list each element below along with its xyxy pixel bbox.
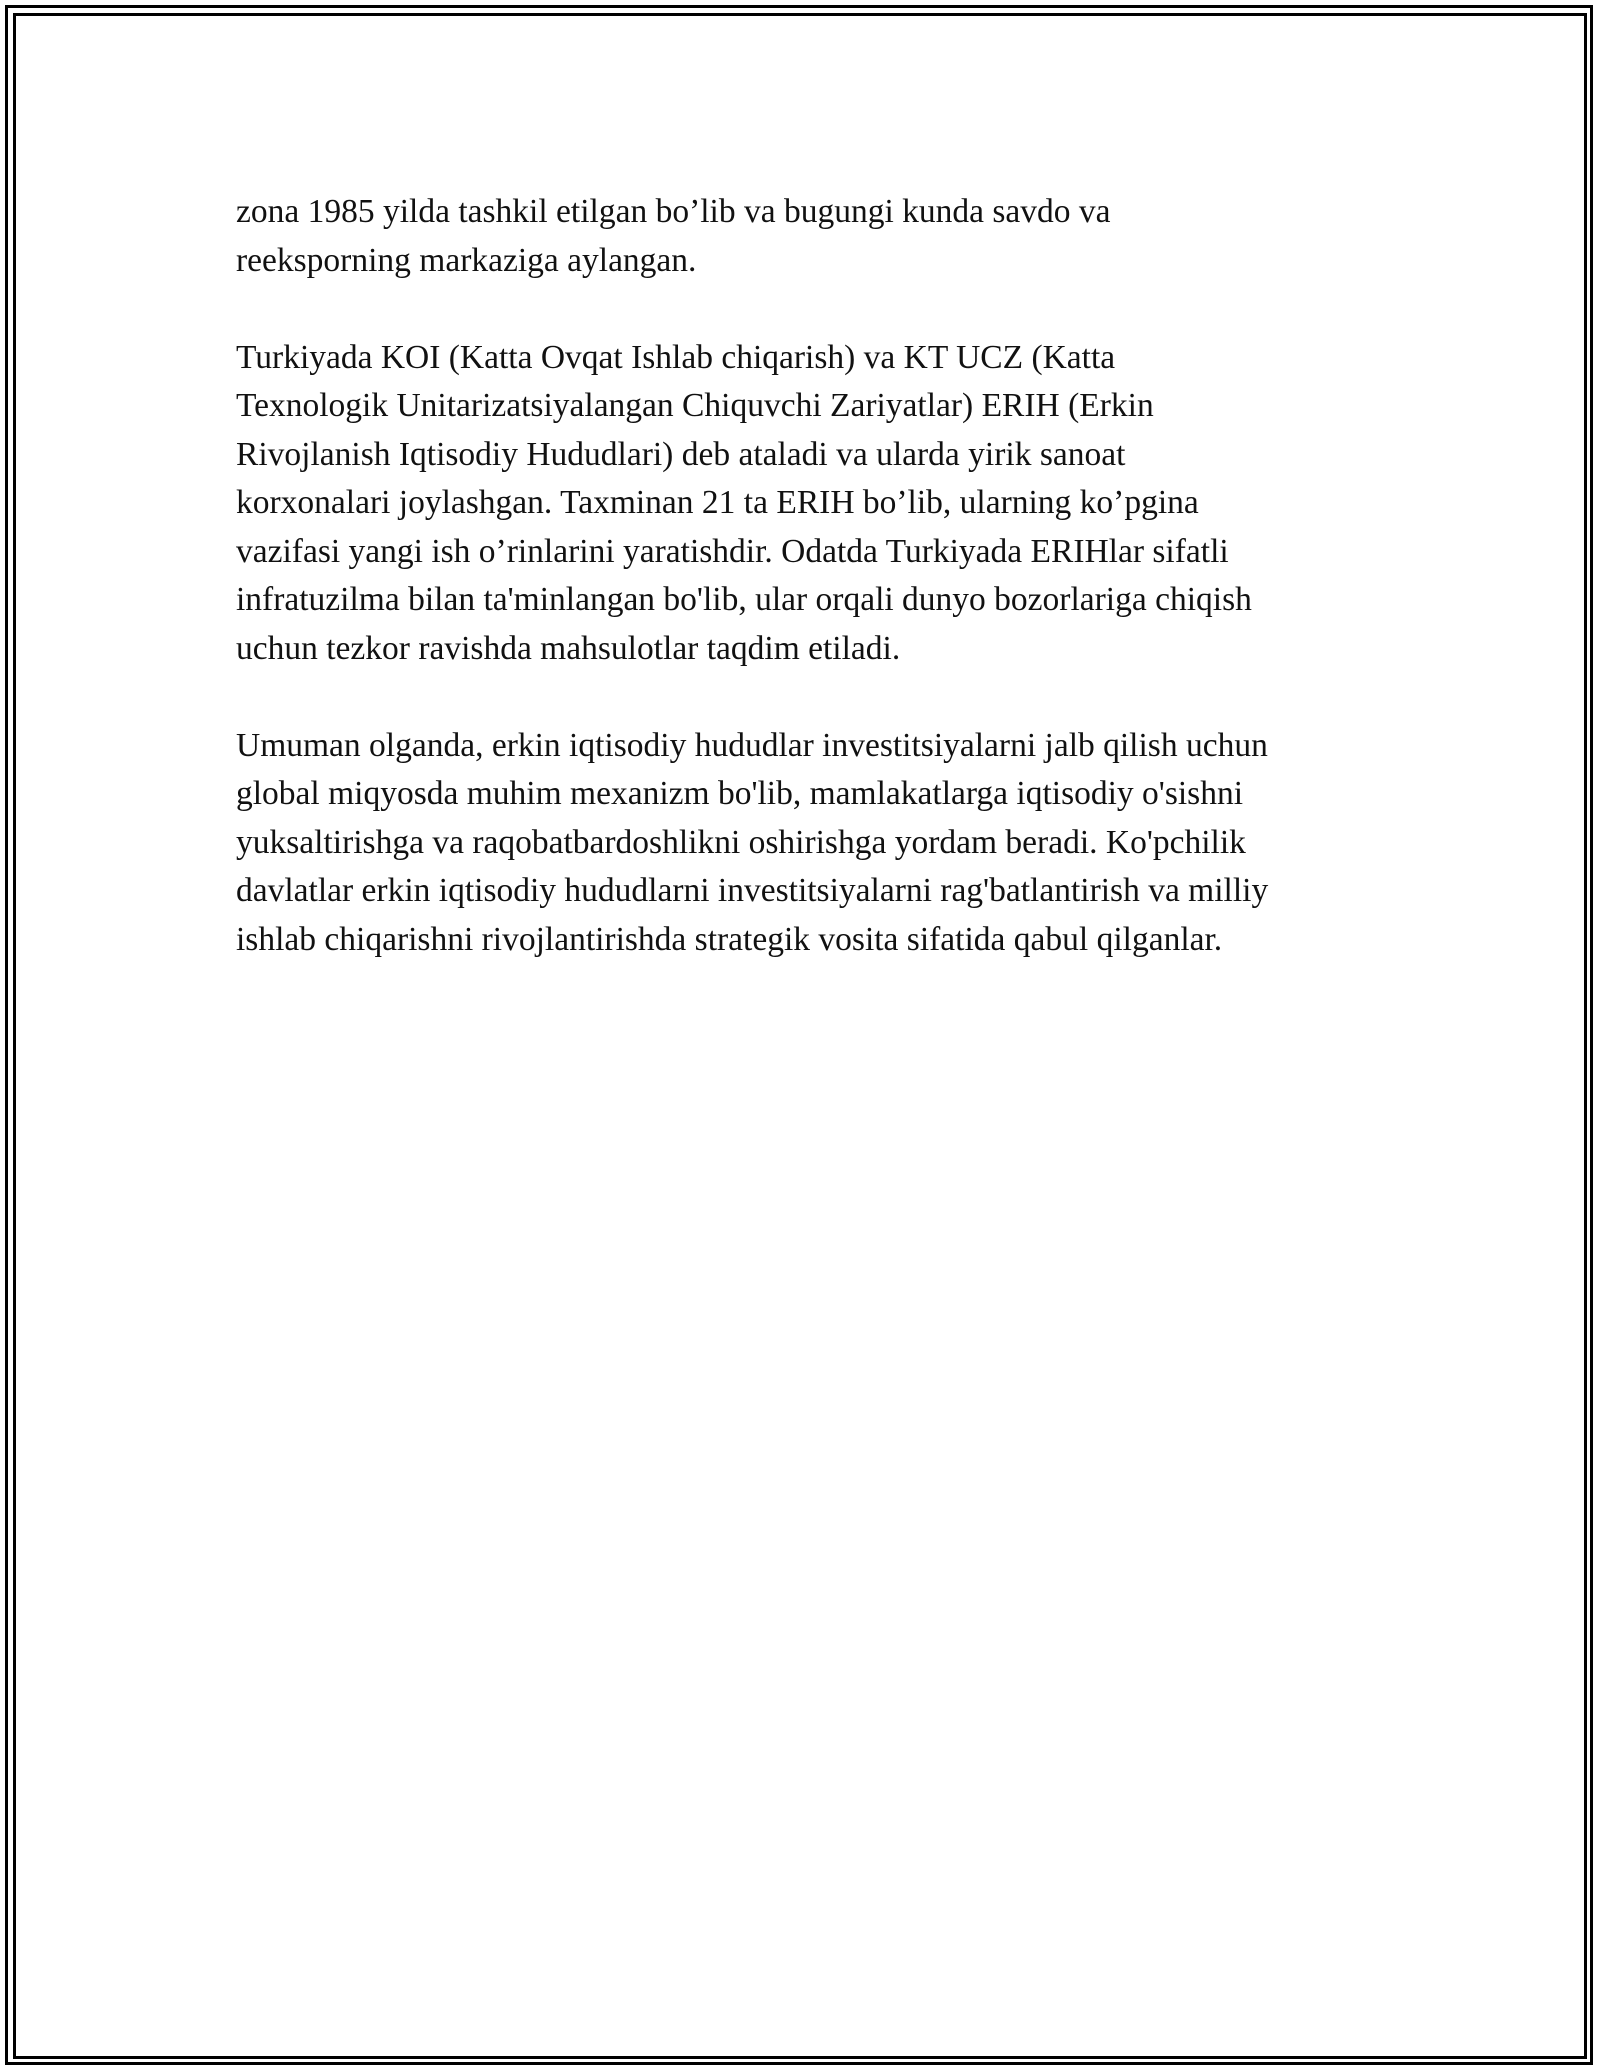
paragraph-1: zona 1985 yilda tashkil etilgan bo’lib va bugungi kunda savdo va reeksporning markaziga aylangan. — [236, 193, 1111, 279]
paragraph-2: Turkiyada KOI (Katta Ovqat Ishlab chiqarish) va KT UCZ (Katta Texnologik Unitarizatsiyalangan Chiquvchi Zariyatlar) ERIH (Erkin Rivojlanish Iqtisodiy Hududlari) deb ataladi va ularda yirik sanoat korxonalari joylashgan. Taxminan 21 ta ERIH bo’lib, ularning ko’pgina vazifasi yangi ish o’rinlarini yaratishdir. Odatda Turkiyada ERIHlar sifatli infratuzilma bilan ta'minlangan bo'lib, ular orqali dunyo bozorlariga chiqish uchun tezkor ravishda mahsulotlar taqdim etiladi. — [236, 338, 1252, 667]
paragraph-3: Umuman olganda, erkin iqtisodiy hududlar investitsiyalarni jalb qilish uchun global miqyosda muhim mexanizm bo'lib, mamlakatlarga iqtisodiy o'sishni yuksaltirishga va raqobatbardoshlikni oshirishga yordam beradi. Ko'pchilik davlatlar erkin iqtisodiy hududlarni investitsiyalarni rag'batlantirish va milliy ishlab chiqarishni rivojlantirishda strategik vosita sifatida qabul qilganlar. — [236, 726, 1269, 958]
document-body — [236, 188, 1386, 1013]
